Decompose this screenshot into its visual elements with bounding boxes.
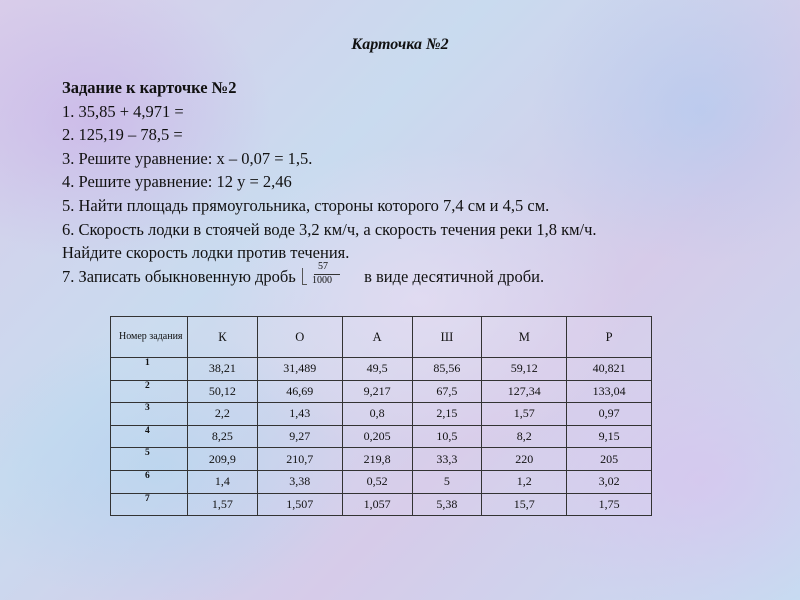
table-cell: 40,821 bbox=[567, 358, 652, 381]
row-number: 6 bbox=[111, 470, 188, 493]
task-line-4: 4. Решите уравнение: 12 у = 2,46 bbox=[62, 172, 292, 192]
row-number: 3 bbox=[111, 403, 188, 426]
table-cell: 38,21 bbox=[188, 358, 258, 381]
table-row bbox=[111, 425, 652, 448]
table-cell: 85,56 bbox=[412, 358, 482, 381]
row-number: 2 bbox=[111, 380, 188, 403]
table-row bbox=[111, 493, 652, 516]
table-cell: 50,12 bbox=[188, 380, 258, 403]
table-cell: 9,27 bbox=[257, 425, 342, 448]
table-cell: 220 bbox=[482, 448, 567, 471]
table-cell: 1,57 bbox=[188, 493, 258, 516]
table-cell: 3,38 bbox=[257, 470, 342, 493]
table-row bbox=[111, 358, 652, 381]
task-line-7 bbox=[62, 260, 762, 289]
fraction-denominator: 1000 bbox=[311, 274, 332, 286]
table-cell: 10,5 bbox=[412, 425, 482, 448]
table-row bbox=[111, 470, 652, 493]
table-cell: 1,75 bbox=[567, 493, 652, 516]
task-line-3: 3. Решите уравнение: х – 0,07 = 1,5. bbox=[62, 148, 313, 168]
table-header-task-number: Номер задания bbox=[111, 317, 188, 358]
task-line-1: 1. 35,85 + 4,971 = bbox=[62, 101, 184, 121]
task-block bbox=[62, 76, 762, 288]
task-line-7-before: 7. Записать обыкновенную дробь bbox=[62, 266, 296, 286]
table-cell: 1,2 bbox=[482, 470, 567, 493]
fraction-bracket bbox=[302, 268, 307, 285]
table-cell: 49,5 bbox=[342, 358, 412, 381]
table-cell: 133,04 bbox=[567, 380, 652, 403]
table-cell: 210,7 bbox=[257, 448, 342, 471]
task-line-7-after: в виде десятичной дроби. bbox=[364, 266, 545, 286]
table-cell: 33,3 bbox=[412, 448, 482, 471]
table-header-cell: Ш bbox=[412, 317, 482, 358]
table-cell: 9,217 bbox=[342, 380, 412, 403]
row-number: 5 bbox=[111, 448, 188, 471]
row-number: 7 bbox=[111, 493, 188, 516]
table-cell: 59,12 bbox=[482, 358, 567, 381]
fraction-image bbox=[300, 260, 360, 288]
table-cell: 0,97 bbox=[567, 403, 652, 426]
table-cell: 0,8 bbox=[342, 403, 412, 426]
table-cell: 209,9 bbox=[188, 448, 258, 471]
table-row bbox=[111, 403, 652, 426]
table-cell: 3,02 bbox=[567, 470, 652, 493]
task-line-6: 6. Скорость лодки в стоячей воде 3,2 км/ч, а скорость течения реки 1,8 км/ч. bbox=[62, 219, 597, 239]
task-line-2: 2. 125,19 – 78,5 = bbox=[62, 125, 183, 145]
table-row bbox=[111, 380, 652, 403]
table-header-cell: Р bbox=[567, 317, 652, 358]
table-cell: 127,34 bbox=[482, 380, 567, 403]
table-cell: 205 bbox=[567, 448, 652, 471]
table-cell: 219,8 bbox=[342, 448, 412, 471]
table-cell: 1,057 bbox=[342, 493, 412, 516]
table-cell: 9,15 bbox=[567, 425, 652, 448]
table-header-cell: А bbox=[342, 317, 412, 358]
table-cell: 2,15 bbox=[412, 403, 482, 426]
table-cell: 1,507 bbox=[257, 493, 342, 516]
table-cell: 0,205 bbox=[342, 425, 412, 448]
table-cell: 5 bbox=[412, 470, 482, 493]
task-heading: Задание к карточке №2 bbox=[62, 78, 237, 97]
table-cell: 2,2 bbox=[188, 403, 258, 426]
row-number: 4 bbox=[111, 425, 188, 448]
table-cell: 46,69 bbox=[257, 380, 342, 403]
row-number: 1 bbox=[111, 358, 188, 381]
answers-table bbox=[110, 316, 652, 516]
table-cell: 5,38 bbox=[412, 493, 482, 516]
table-cell: 8,25 bbox=[188, 425, 258, 448]
table-row bbox=[111, 448, 652, 471]
table-cell: 8,2 bbox=[482, 425, 567, 448]
table-cell: 31,489 bbox=[257, 358, 342, 381]
table-cell: 1,57 bbox=[482, 403, 567, 426]
table-cell: 1,43 bbox=[257, 403, 342, 426]
task-line-5: 5. Найти площадь прямоугольника, стороны которого 7,4 см и 4,5 см. bbox=[62, 195, 550, 215]
table-cell: 67,5 bbox=[412, 380, 482, 403]
table-header-cell: М bbox=[482, 317, 567, 358]
task-line-6-cont: Найдите скорость лодки против течения. bbox=[62, 243, 350, 263]
table-cell: 15,7 bbox=[482, 493, 567, 516]
table-header-cell: О bbox=[257, 317, 342, 358]
card-title: Карточка №2 bbox=[351, 36, 449, 53]
table-header-cell: К bbox=[188, 317, 258, 358]
table-cell: 0,52 bbox=[342, 470, 412, 493]
table-header-row bbox=[111, 317, 652, 358]
table-cell: 1,4 bbox=[188, 470, 258, 493]
fraction-numerator: 57 bbox=[317, 260, 328, 272]
